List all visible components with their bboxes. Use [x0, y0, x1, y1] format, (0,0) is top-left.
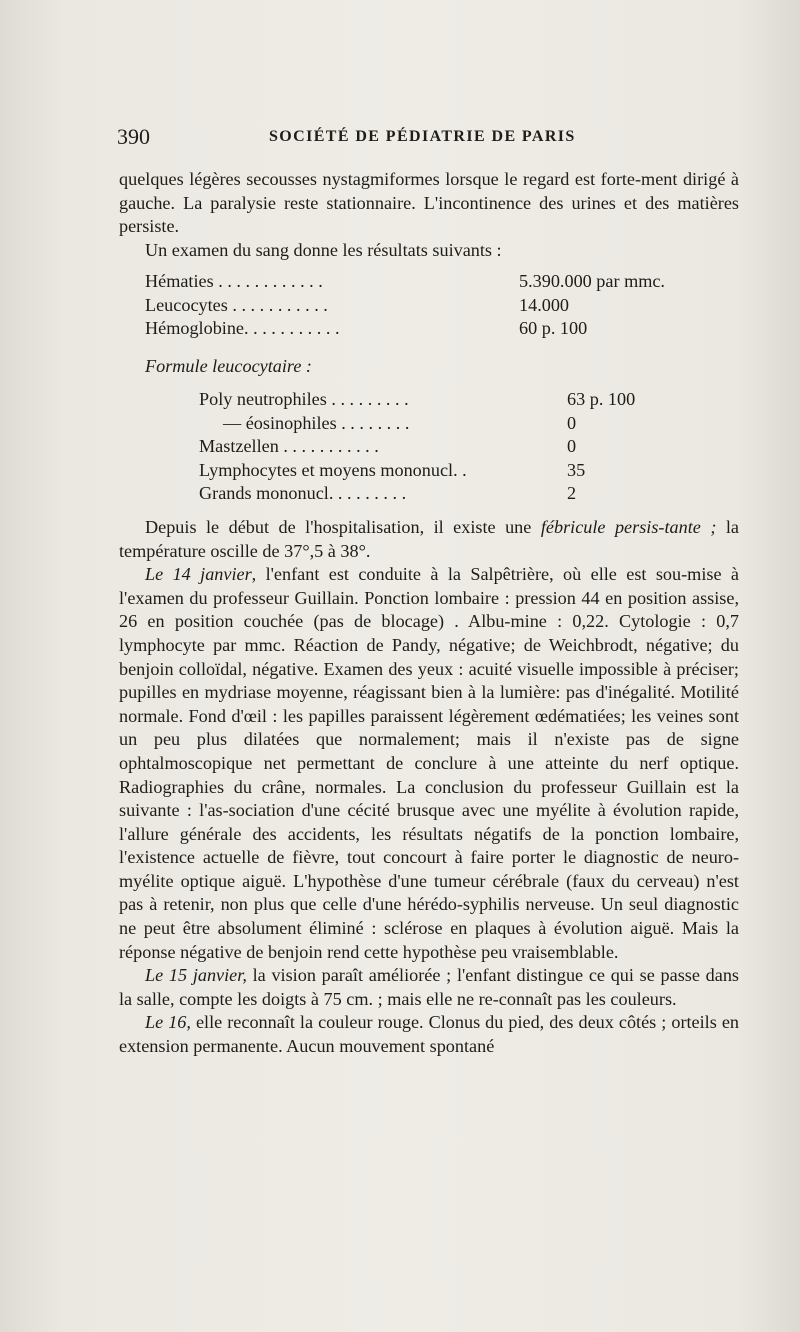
formula-row-value: 0 — [567, 412, 577, 433]
formula-row — [119, 412, 739, 436]
blood-row — [119, 270, 739, 294]
formula-row-value: 0 — [567, 436, 577, 457]
jan15-text: la vision paraît améliorée ; l'enfant distingue ce qui se passe dans la salle, compte les doigts à 75 cm. ; mais elle ne re-connaît pas les couleurs. — [119, 965, 740, 1009]
fever-emphasis: fébricule persis-tante ; — [540, 516, 717, 537]
formula-row-value: 35 — [567, 459, 586, 480]
running-title: SOCIÉTÉ DE PÉDIATRIE DE PARIS — [269, 128, 576, 145]
formula-row-label: Mastzellen . . . . . . . . . . . — [199, 436, 379, 457]
blood-row-value: 5.390.000 par mmc. — [519, 271, 665, 292]
jan14-text: , l'enfant est conduite à la Salpêtrière, où elle est sou-mise à l'examen du professeur Guillain. Ponction lombaire : pression 44 en position assise, 26 en position couchée (pas de blocage) . Albu-mine : 0,22. Cytologie : 0,7 lymphocyte par mmc. Réaction de Pandy, négative; de Weichbrodt, négative; du benjoin colloïdal, négative. Examen des yeux : acuité visuelle impossible à préciser; pupilles en mydriase moyenne, réagissant bien à la lumière: pas d'inégalité. Motilité normale. Fond d'œil : les papilles paraissent légèrement œdématiées; les veines sont un peu plus dilatées que normalement; mais il n'existe pas de signe ophtalmoscopique net permettant de conclure à une atteinte du nerf optique. Radiographies du crâne, normales. La conclusion du professeur Guillain est la suivante : l'as-sociation d'une cécité brusque avec une myélite à évolution rapide, l'allure générale des accidents, les résultats négatifs de la ponction lombaire, l'existence actuelle de fièvre, tout concourt à faire porter le diagnostic de neuro-myélite optique aiguë. L'hypothèse d'une tumeur cérébrale (faux du cerveau) n'est pas à retenir, non plus que celle d'une hérédo-syphilis nerveuse. Un seul diagnostic ne peut être absolument éliminé : sclérose en plaques à évolution aiguë. Mais la réponse négative de benjoin rend cette hypothèse peu vraisemblable. — [119, 564, 739, 962]
blood-row-label: Hématies . . . . . . . . . . . . — [145, 271, 323, 292]
page-header — [117, 124, 739, 158]
blood-intro: Un examen du sang donne les résultats suivants : — [145, 239, 502, 260]
formula-table — [119, 388, 739, 506]
page-body — [119, 168, 739, 1059]
jan15-paragraph — [119, 964, 739, 1011]
jan16-text: elle reconnaît la couleur rouge. Clonus du pied, des deux côtés ; orteils en extension permanente. Aucun mouvement spontané — [119, 1012, 739, 1057]
blood-row-label: Leucocytes . . . . . . . . . . . — [145, 294, 328, 315]
blood-row-label: Hémoglobine. . . . . . . . . . . — [145, 318, 340, 339]
formula-row — [119, 459, 739, 483]
formula-row-value: 63 p. 100 — [567, 389, 636, 410]
formula-row-label: Lymphocytes et moyens mononucl. . — [199, 459, 467, 480]
jan15-date: Le 15 janvier, — [145, 965, 247, 986]
blood-results — [119, 270, 739, 341]
formula-row-label: Grands mononucl. . . . . . . . . — [199, 483, 407, 504]
fever-paragraph — [119, 516, 739, 563]
jan14-paragraph — [119, 563, 739, 964]
formula-row — [119, 388, 739, 412]
blood-row-value: 14.000 — [519, 294, 570, 315]
formula-row — [119, 435, 739, 459]
formula-row-value: 2 — [567, 483, 577, 504]
jan14-date: Le 14 janvier — [145, 564, 252, 585]
jan16-date: Le 16, — [145, 1012, 191, 1033]
formula-row-label: Poly neutrophiles . . . . . . . . . — [199, 389, 409, 410]
fever-text-b: la température oscille de 37°,5 à 38°. — [119, 516, 739, 561]
jan16-paragraph — [119, 1011, 739, 1058]
formula-row — [119, 482, 739, 506]
intro-paragraph: quelques légères secousses nystagmiformes lorsque le regard est forte-ment dirigé à gauche. La paralysie reste stationnaire. L'incontinence des urines et des matières persiste. — [119, 169, 739, 237]
blood-row-value: 60 p. 100 — [519, 318, 588, 339]
formula-row-label: — éosinophiles . . . . . . . . — [223, 412, 410, 433]
blood-row — [119, 294, 739, 318]
formula-title: Formule leucocytaire : — [145, 355, 312, 376]
fever-text-a: Depuis le début de l'hospitalisation, il existe une — [145, 516, 541, 537]
blood-row — [119, 317, 739, 341]
page-number: 390 — [117, 124, 150, 149]
